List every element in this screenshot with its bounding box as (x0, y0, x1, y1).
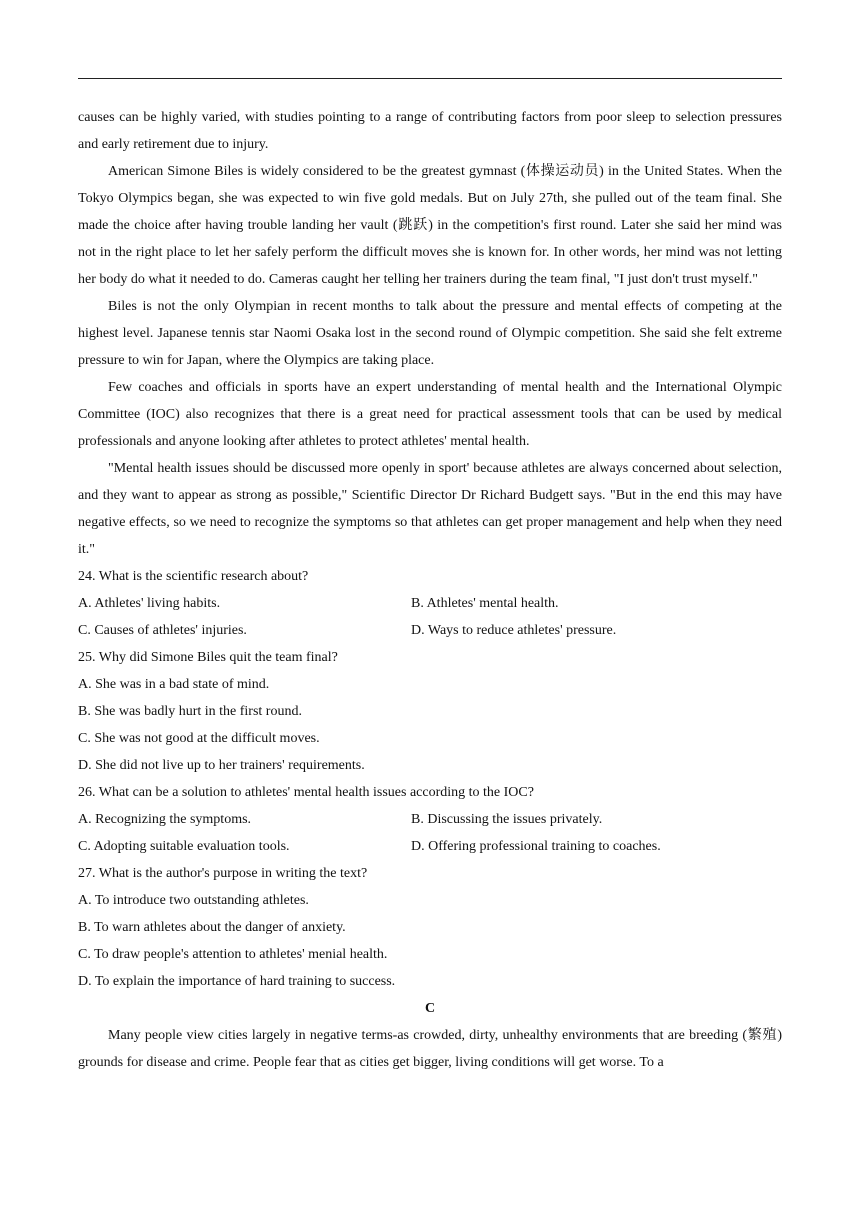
question-stem: 25. Why did Simone Biles quit the team final? (78, 650, 338, 665)
option: C. Causes of athletes' injuries. (78, 623, 247, 638)
question-stem: 24. What is the scientific research about? (78, 569, 309, 584)
paragraph: Few coaches and officials in sports have an expert understanding of mental health and the International Olympic Committee (IOC) also recognizes that there is a great need for practical assessment tools that can be used by medical professionals and anyone looking after athletes to protect athletes' mental health. (78, 380, 782, 449)
option-row (78, 590, 782, 617)
option: D. Ways to reduce athletes' pressure. (411, 623, 617, 638)
document-body (78, 104, 782, 1076)
option: A. Athletes' living habits. (78, 596, 221, 611)
option: B. Discussing the issues privately. (411, 812, 603, 827)
question-stem: 27. What is the author's purpose in writing the text? (78, 866, 368, 881)
option: A. To introduce two outstanding athletes. (78, 893, 309, 908)
option: B. To warn athletes about the danger of anxiety. (78, 920, 346, 935)
question-stem: 26. What can be a solution to athletes' mental health issues according to the IOC? (78, 785, 534, 800)
paragraph: "Mental health issues should be discussed more openly in sport' because athletes are always concerned about selection, and they want to appear as strong as possible," Scientific Director Dr Richard Budgett says. "But in the end this may have negative effects, so we need to recognize the symptoms so that athletes can get proper management and help when they need it." (78, 461, 782, 557)
option: C. She was not good at the difficult moves. (78, 731, 320, 746)
option-row (78, 617, 782, 644)
paragraph: causes can be highly varied, with studies pointing to a range of contributing factors from poor sleep to selection pressures and early retirement due to injury. (78, 110, 782, 152)
option: C. To draw people's attention to athletes' menial health. (78, 947, 388, 962)
paragraph: Biles is not the only Olympian in recent months to talk about the pressure and mental effects of competing at the highest level. Japanese tennis star Naomi Osaka lost in the second round of Olympic competition. She said she felt extreme pressure to win for Japan, where the Olympics are taking place. (78, 299, 782, 368)
option: B. She was badly hurt in the first round. (78, 704, 302, 719)
option: D. To explain the importance of hard training to success. (78, 974, 396, 989)
section-heading: C (424, 1001, 436, 1016)
option-row (78, 833, 782, 860)
option: A. She was in a bad state of mind. (78, 677, 270, 692)
option: D. She did not live up to her trainers' requirements. (78, 758, 365, 773)
option: A. Recognizing the symptoms. (78, 812, 252, 827)
option-row (78, 806, 782, 833)
option: C. Adopting suitable evaluation tools. (78, 839, 290, 854)
paragraph: Many people view cities largely in negative terms-as crowded, dirty, unhealthy environments that are breeding (繁殖) grounds for disease and crime. People fear that as cities get bigger, living conditions will get worse. To a (78, 1028, 782, 1070)
option: D. Offering professional training to coaches. (411, 839, 661, 854)
header-rule (78, 78, 782, 79)
option: B. Athletes' mental health. (411, 596, 559, 611)
paragraph: American Simone Biles is widely considered to be the greatest gymnast (体操运动员) in the United States. When the Tokyo Olympics began, she was expected to win five gold medals. But on July 27th, she pulled out of the team final. She made the choice after having trouble landing her vault (跳跃) in the competition's first round. Later she said her mind was not in the right place to let her safely perform the difficult moves she is known for. In other words, her mind was not letting her body do what it needed to do. Cameras caught her telling her trainers during the team final, "I just don't trust myself." (78, 164, 782, 287)
